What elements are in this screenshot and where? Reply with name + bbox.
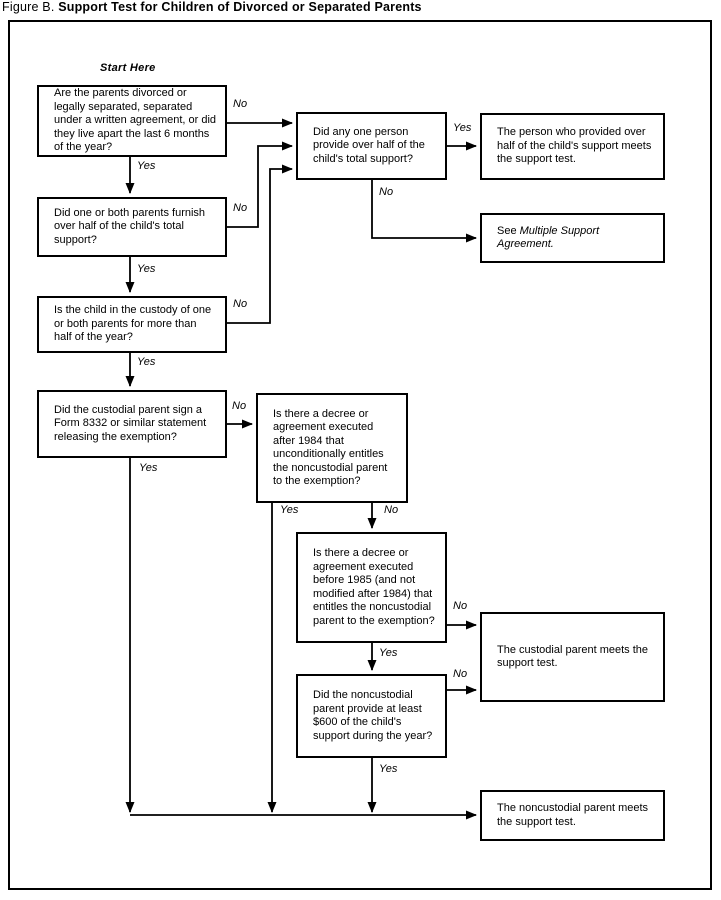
figure-title-prefix: Figure B. — [2, 0, 55, 14]
label-q2-no: No — [233, 202, 248, 214]
see-prefix: See — [497, 224, 520, 237]
node-form-8332-text: Did the custodial parent sign a Form 8332 or similar statement releasing the exemption? — [54, 403, 207, 443]
node-see-multiple-support-agreement-text — [497, 225, 655, 252]
multiple-support-agreement-italic: Multiple Support Agreement. — [497, 224, 600, 250]
label-q5-yes: Yes — [453, 122, 472, 134]
node-any-one-person-text: Did any one person provide over half of the child's total support? — [313, 125, 425, 165]
node-parents-divorced — [37, 85, 227, 157]
label-q3-no: No — [233, 298, 248, 310]
node-noncustodial-meets-test — [480, 790, 665, 841]
label-q1-no: No — [233, 98, 248, 110]
node-noncustodial-meets-test-text: The noncustodial parent meets the support test. — [497, 802, 649, 828]
node-person-provided-meets-test-text: The person who provided over half of the child's support meets the support test. — [497, 126, 652, 166]
node-parents-half-support — [37, 197, 227, 257]
label-q2-yes: Yes — [137, 263, 156, 275]
label-q6-no: No — [384, 504, 399, 516]
figure-title-main: Support Test for Children of Divorced or Separated Parents — [58, 0, 422, 14]
label-q7-yes: Yes — [379, 647, 398, 659]
start-here-label: Start Here — [100, 62, 156, 74]
node-600-support — [296, 674, 447, 758]
node-custody — [37, 296, 227, 353]
label-q1-yes: Yes — [137, 160, 156, 172]
label-q8-yes: Yes — [379, 763, 398, 775]
label-q8-no: No — [453, 668, 468, 680]
node-custody-text: Is the child in the custody of one or both parents for more than half of the year? — [54, 304, 212, 344]
node-person-provided-meets-test — [480, 113, 665, 180]
label-q4-no: No — [232, 400, 247, 412]
label-q3-yes: Yes — [137, 356, 156, 368]
node-custodial-meets-test — [480, 612, 665, 702]
node-parents-divorced-text: Are the parents divorced or legally separated, separated under a written agreement, or did they live apart the last 6 months of the year? — [54, 87, 217, 154]
label-q4-yes: Yes — [139, 462, 158, 474]
node-form-8332 — [37, 390, 227, 458]
node-custodial-meets-test-text: The custodial parent meets the support test. — [497, 643, 649, 669]
node-decree-before-1985 — [296, 532, 447, 643]
node-see-multiple-support-agreement — [480, 213, 665, 263]
node-any-one-person — [296, 112, 447, 180]
label-q5-no: No — [379, 186, 394, 198]
node-600-support-text: Did the noncustodial parent provide at least $600 of the child's support during the year? — [313, 689, 433, 742]
node-decree-before-1985-text: Is there a decree or agreement executed before 1985 (and not modified after 1984) that entitles the noncustodial parent to the exemption? — [313, 547, 435, 627]
node-decree-after-1984 — [256, 393, 408, 503]
label-q7-no: No — [453, 600, 468, 612]
edge-q2-no — [227, 146, 292, 227]
label-q6-yes: Yes — [280, 504, 299, 516]
node-decree-after-1984-text: Is there a decree or agreement executed after 1984 that unconditionally entitles the noncustodial parent to the exemption? — [273, 407, 388, 487]
node-parents-half-support-text: Did one or both parents furnish over half of the child's total support? — [54, 206, 206, 246]
